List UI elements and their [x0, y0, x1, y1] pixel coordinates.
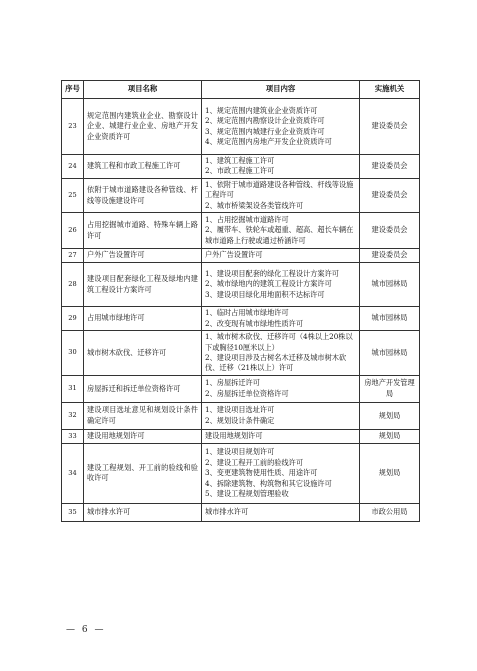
row-number: 30 — [62, 331, 84, 376]
header-project-name: 项目名称 — [84, 81, 202, 99]
table-row — [62, 402, 420, 429]
project-content — [202, 249, 360, 263]
project-content — [202, 213, 360, 249]
row-number: 25 — [62, 178, 84, 212]
project-content — [202, 375, 360, 402]
permit-table — [61, 80, 420, 522]
content-line: 1、占用挖掘城市道路许可 — [205, 215, 289, 225]
content-line: 2、城市桥梁架设各类管线许可 — [205, 200, 304, 210]
content-line: 2、规划设计条件确定 — [205, 415, 275, 425]
content-line: 2、房屋拆迁单位资格许可 — [205, 388, 289, 398]
content-line: 2、建设项目涉及古树名木迁移及城市树木砍伐、迁移（21株以上）许可 — [205, 352, 347, 373]
content-line: 户外广告设置许可 — [205, 250, 263, 260]
table-row — [62, 307, 420, 331]
project-content — [202, 178, 360, 212]
content-line: 4、拆除建筑物、构筑物和其它设施许可 — [205, 478, 332, 488]
project-name: 建设项目选址意见和规划设计条件确定许可 — [84, 402, 202, 429]
content-line: 1、建设项目选址许可 — [205, 405, 275, 415]
table-row — [62, 249, 420, 263]
content-line: 城市排水许可 — [205, 507, 249, 517]
project-content — [202, 263, 360, 307]
row-number: 34 — [62, 443, 84, 503]
project-content — [202, 443, 360, 503]
content-line: 1、建设项目规划许可 — [205, 447, 275, 457]
content-line: 2、建设工程开工前的验线许可 — [205, 457, 304, 467]
row-number: 24 — [62, 155, 84, 179]
project-name: 城市树木砍伐、迁移许可 — [84, 331, 202, 376]
table-row — [62, 155, 420, 179]
project-name: 建设项目配套绿化工程及绿地内建筑工程设计方案许可 — [84, 263, 202, 307]
project-name: 占用挖掘城市道路、特殊车辆上路许可 — [84, 213, 202, 249]
implementing-agency: 规划局 — [360, 443, 420, 503]
implementing-agency: 房地产开发管理局 — [360, 375, 420, 402]
header-no: 序号 — [62, 81, 84, 99]
row-number: 29 — [62, 307, 84, 331]
table-row — [62, 429, 420, 443]
implementing-agency: 规划局 — [360, 429, 420, 443]
row-number: 27 — [62, 249, 84, 263]
implementing-agency: 建设委员会 — [360, 213, 420, 249]
project-content — [202, 155, 360, 179]
table-row — [62, 443, 420, 503]
content-line: 2、履带车、铁轮车或超重、超高、超长车辆在城市道路上行驶或通过桥涵许可 — [205, 225, 354, 245]
table-row — [62, 213, 420, 249]
content-line: 1、规定范围内建筑业企业资质许可 — [205, 105, 318, 115]
content-line: 2、改变现有城市绿地性质许可 — [205, 318, 304, 328]
project-name: 依附于城市道路建设各种管线、杆线等设施建设许可 — [84, 178, 202, 212]
implementing-agency: 城市园林局 — [360, 307, 420, 331]
content-line: 3、规定范围内城建行业企业资质许可 — [205, 126, 325, 136]
project-name: 城市排水许可 — [84, 503, 202, 521]
project-name: 建设用地规划许可 — [84, 429, 202, 443]
project-content — [202, 402, 360, 429]
implementing-agency: 建设委员会 — [360, 99, 420, 155]
table-row — [62, 503, 420, 521]
project-content — [202, 503, 360, 521]
project-content — [202, 307, 360, 331]
row-number: 26 — [62, 213, 84, 249]
row-number: 33 — [62, 429, 84, 443]
content-line: 1、城市树木砍伐、迁移许可（4株以上20株以下或胸径10厘米以上） — [205, 332, 353, 352]
header-project-content: 项目内容 — [202, 81, 360, 99]
project-content — [202, 429, 360, 443]
page-number: — 6 — — [66, 625, 106, 635]
row-number: 35 — [62, 503, 84, 521]
project-name: 房屋拆迁和拆迁单位资格许可 — [84, 375, 202, 402]
project-content — [202, 99, 360, 155]
table-row — [62, 331, 420, 376]
project-name: 建设工程规划、开工前的验线和验收许可 — [84, 443, 202, 503]
implementing-agency: 市政公用局 — [360, 503, 420, 521]
header-agency: 实施机关 — [360, 81, 420, 99]
implementing-agency: 规划局 — [360, 402, 420, 429]
implementing-agency: 城市园林局 — [360, 263, 420, 307]
implementing-agency: 建设委员会 — [360, 155, 420, 179]
row-number: 31 — [62, 375, 84, 402]
row-number: 28 — [62, 263, 84, 307]
project-name: 户外广告设置许可 — [84, 249, 202, 263]
implementing-agency: 建设委员会 — [360, 178, 420, 212]
content-line: 4、规定范围内房地产开发企业资质许可 — [205, 136, 332, 146]
content-line: 3、变更建筑物使用性质、用途许可 — [205, 468, 318, 478]
table-row — [62, 263, 420, 307]
table-row — [62, 178, 420, 212]
row-number: 23 — [62, 99, 84, 155]
table-header-row — [62, 81, 420, 99]
content-line: 2、市政工程施工许可 — [205, 166, 275, 176]
implementing-agency: 建设委员会 — [360, 249, 420, 263]
project-name: 规定范围内建筑业企业、勘察设计企业、城建行业企业、房地产开发企业资质许可 — [84, 99, 202, 155]
table-row — [62, 99, 420, 155]
content-line: 5、建设工程规划管理验收 — [205, 488, 289, 498]
project-content — [202, 331, 360, 376]
row-number: 32 — [62, 402, 84, 429]
content-line: 3、建设项目绿化用地面积不达标许可 — [205, 289, 325, 299]
content-line: 2、城市绿地内的建筑工程设计方案许可 — [205, 279, 332, 289]
content-line: 建设用地规划许可 — [205, 431, 263, 441]
content-line: 1、依附于城市道路建设各种管线、杆线等设施工程许可 — [205, 179, 354, 200]
table-body — [62, 99, 420, 522]
implementing-agency: 城市园林局 — [360, 331, 420, 376]
content-line: 1、建筑工程施工许可 — [205, 156, 275, 165]
content-line: 1、临时占用城市绿地许可 — [205, 308, 289, 318]
content-line: 1、房屋拆迁许可 — [205, 378, 260, 388]
project-name: 占用城市绿地许可 — [84, 307, 202, 331]
table-row — [62, 375, 420, 402]
content-line: 2、规定范围内勘察设计企业资质许可 — [205, 116, 325, 126]
content-line: 1、建设项目配套的绿化工程设计方案许可 — [205, 269, 339, 279]
project-name: 建筑工程和市政工程施工许可 — [84, 155, 202, 179]
